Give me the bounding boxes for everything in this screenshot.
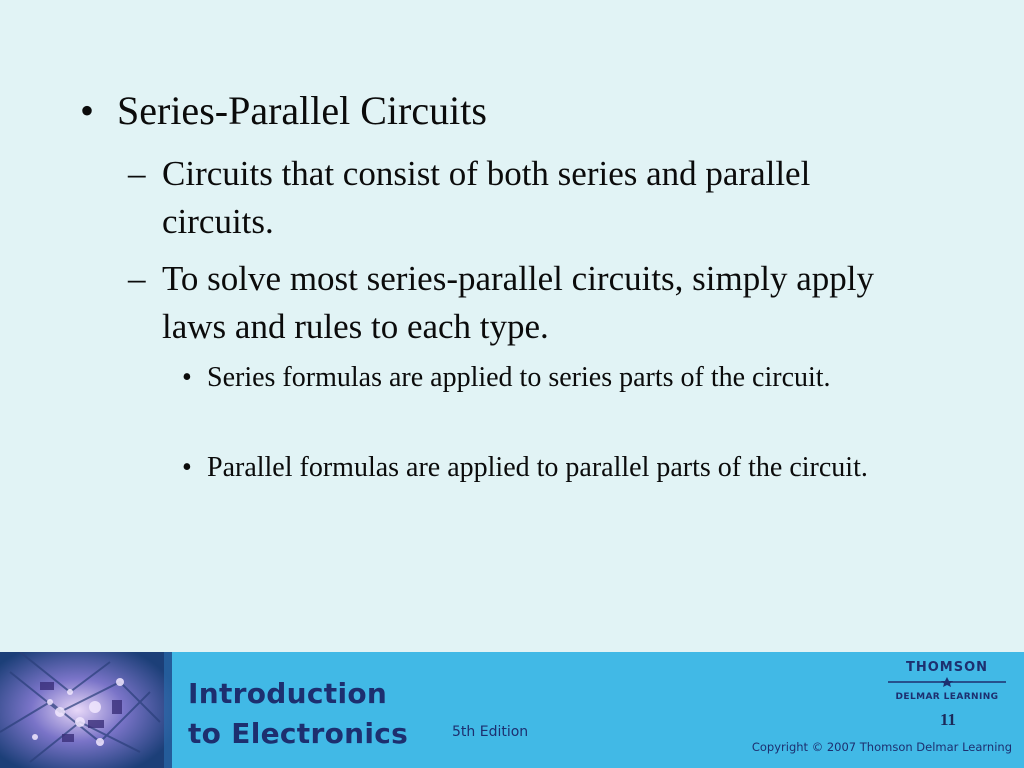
dash-marker: –	[128, 259, 146, 298]
dash-marker: –	[128, 154, 146, 193]
point-text: Circuits that consist of both series and parallel circuits.	[162, 154, 811, 241]
star-rule-icon	[880, 676, 1014, 688]
subpoint-text: Series formulas are applied to series parts of the circuit.	[207, 362, 831, 393]
book-title-line-2: to Electronics	[188, 717, 409, 750]
publisher-bottom: DELMAR LEARNING	[895, 692, 999, 702]
publisher-top: THOMSON	[905, 660, 989, 675]
circuit-board-image	[0, 652, 172, 768]
bullet-marker: •	[182, 362, 192, 393]
book-title-line-1: Introduction	[188, 677, 388, 710]
copyright-notice: Copyright © 2007 Thomson Delmar Learning	[751, 740, 1012, 754]
slide-footer	[0, 652, 1024, 768]
slide-title: Series-Parallel Circuits	[117, 88, 487, 133]
publisher-logo	[880, 660, 1014, 710]
subpoint-1	[182, 358, 902, 397]
point-text: To solve most series-parallel circuits, simply apply laws and rules to each type.	[162, 259, 874, 346]
book-title	[188, 674, 408, 754]
bullet-marker: •	[80, 88, 95, 133]
page-number: 11	[940, 710, 957, 729]
point-1	[128, 150, 908, 246]
subpoint-2	[182, 448, 902, 487]
point-2	[128, 255, 908, 351]
bullet-marker: •	[182, 452, 192, 483]
edition-label: 5th Edition	[452, 724, 529, 740]
subpoint-text: Parallel formulas are applied to parallel parts of the circuit.	[207, 452, 868, 483]
